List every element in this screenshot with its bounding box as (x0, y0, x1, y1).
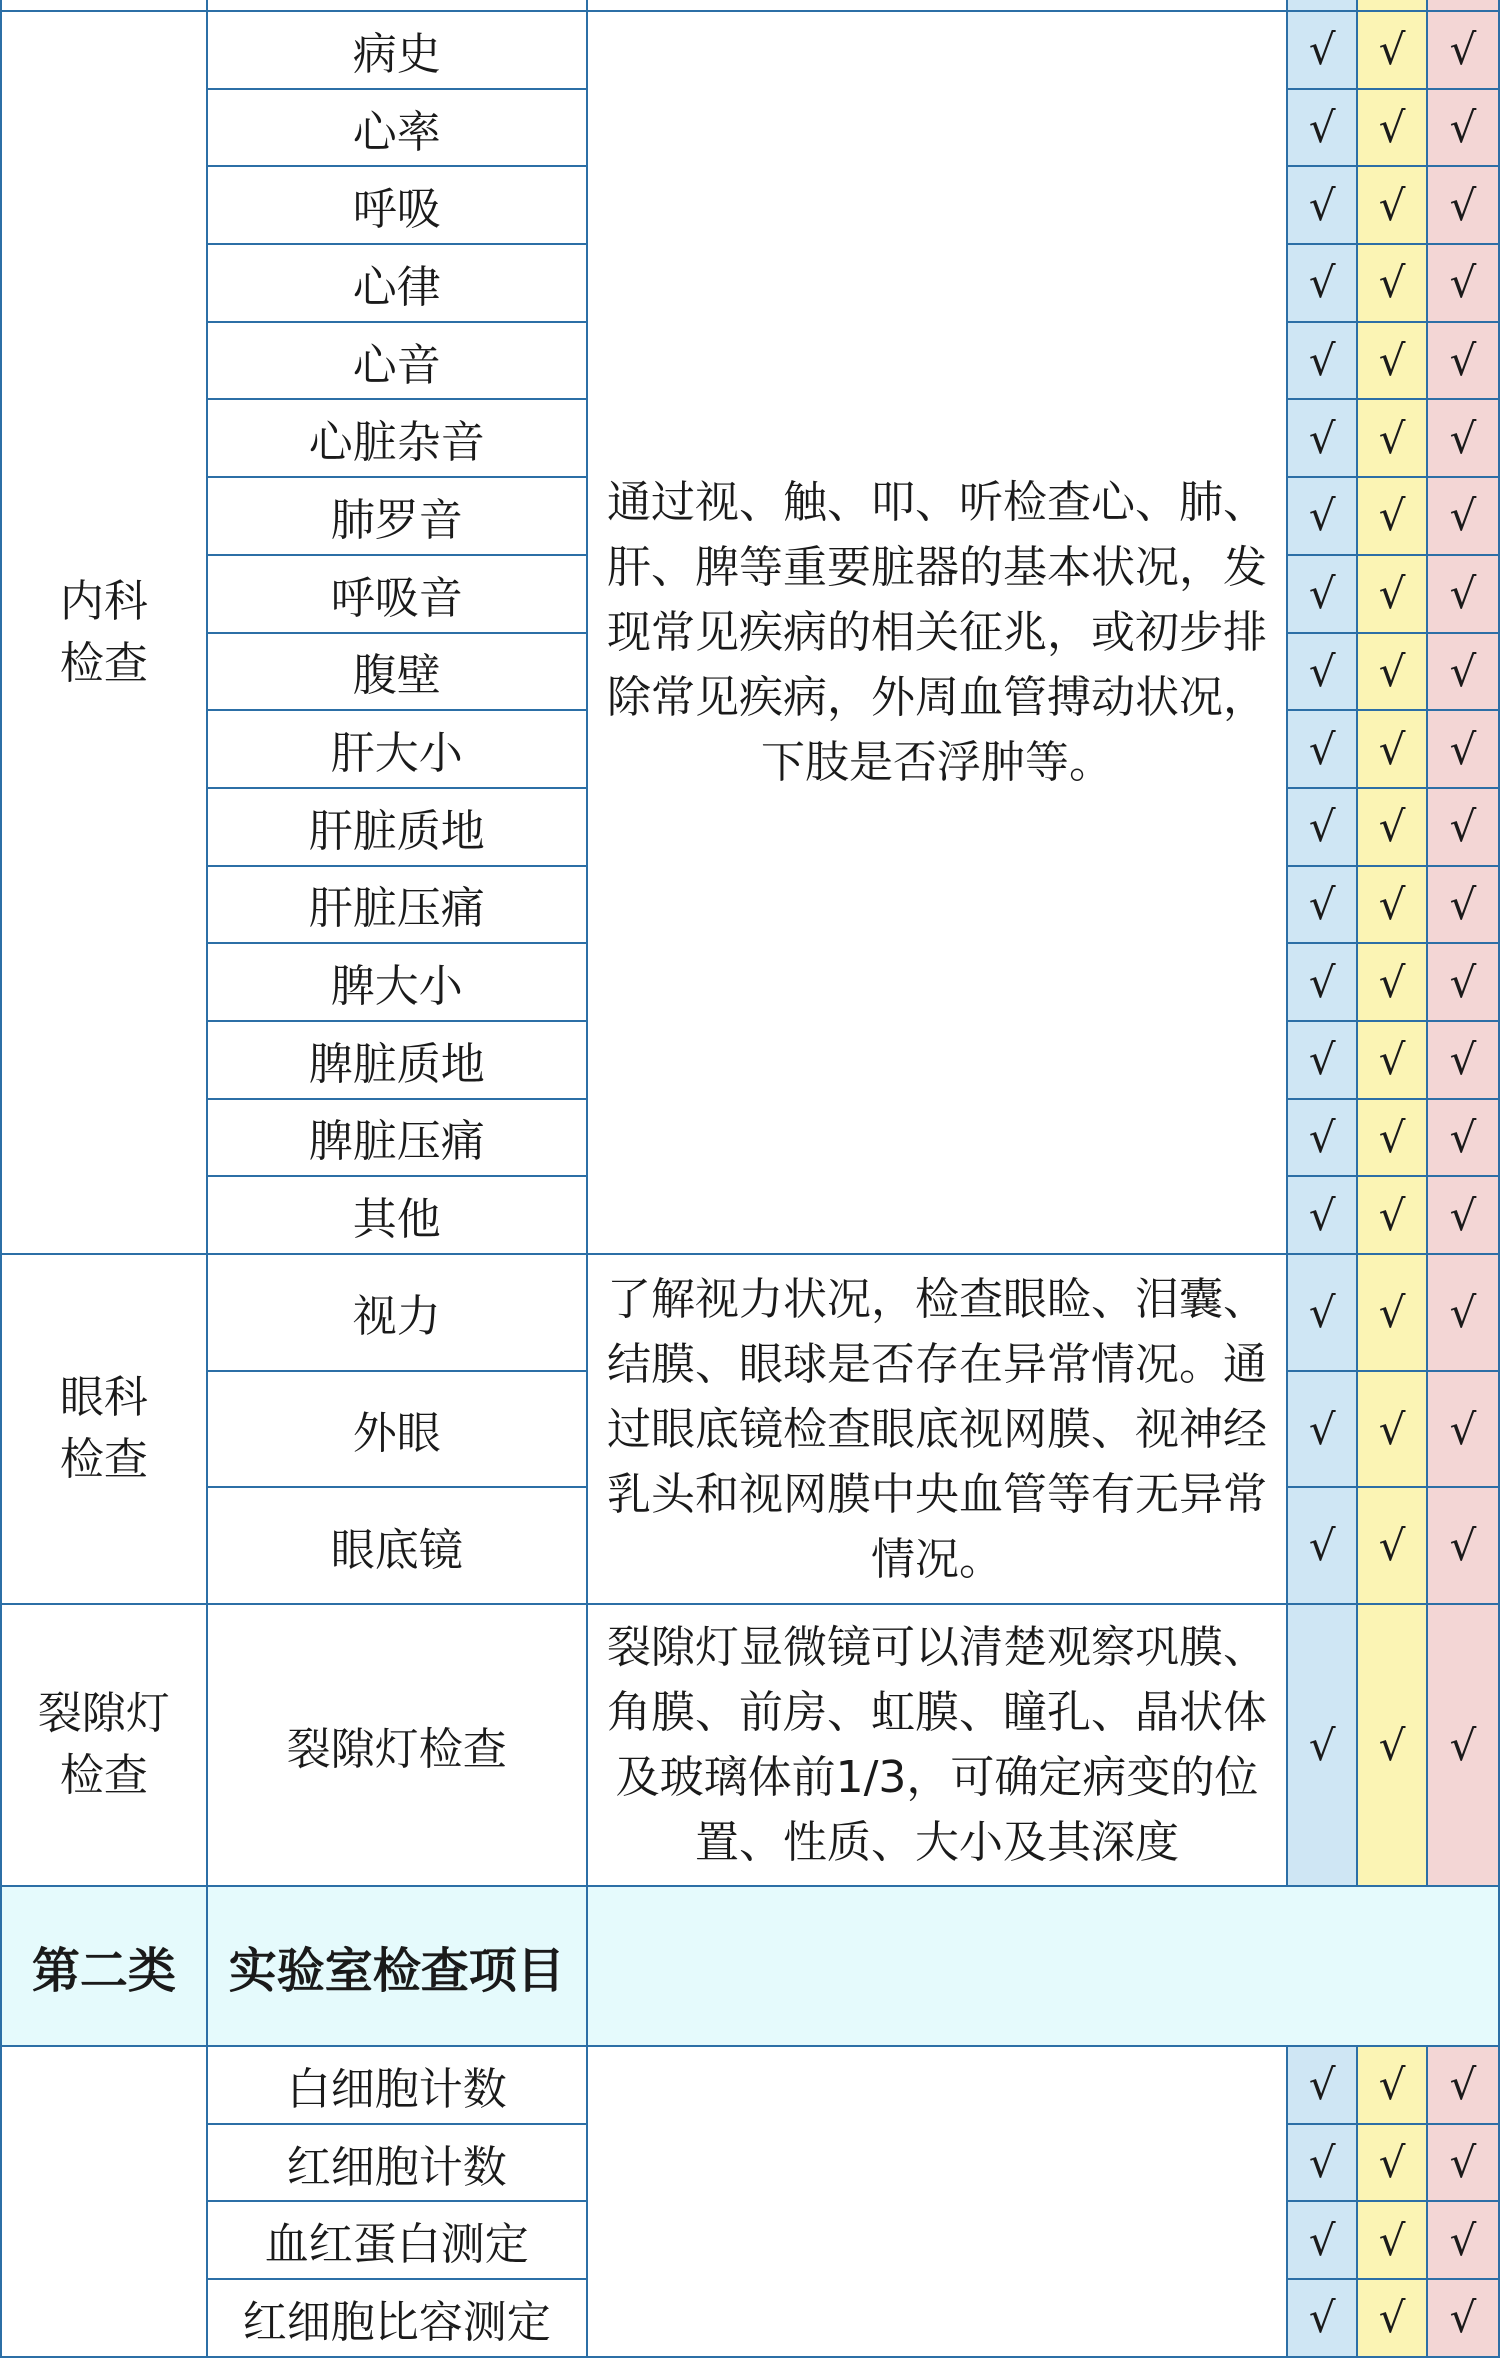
item-name: 白细胞计数 (207, 2046, 587, 2124)
check-mark-col1: √ (1287, 788, 1357, 866)
check-mark-col2: √ (1357, 399, 1427, 477)
check-mark-col3: √ (1427, 11, 1499, 89)
item-name: 呼吸 (207, 166, 587, 244)
check-mark-col2: √ (1357, 2201, 1427, 2279)
check-mark-col3: √ (1427, 788, 1499, 866)
check-mark-col3: √ (1427, 1371, 1499, 1488)
item-name: 腹壁 (207, 633, 587, 711)
item-name: 红细胞比容测定 (207, 2279, 587, 2357)
check-mark-col1: √ (1287, 943, 1357, 1021)
table-row (1, 2046, 1499, 2124)
item-name: 视力 (207, 1254, 587, 1371)
item-name: 呼吸音 (207, 555, 587, 633)
check-mark-col1: √ (1287, 2201, 1357, 2279)
item-name: 心脏杂音 (207, 399, 587, 477)
item-name: 病史 (207, 11, 587, 89)
item-name: 脾脏质地 (207, 1021, 587, 1099)
category-slit-lamp: 裂隙灯 检查 (1, 1604, 207, 1886)
check-mark-col1: √ (1287, 1254, 1357, 1371)
check-mark-col3: √ (1427, 2046, 1499, 2124)
check-mark-col1: √ (1287, 1604, 1357, 1886)
check-mark-col2: √ (1357, 866, 1427, 944)
check-mark-col1: √ (1287, 866, 1357, 944)
check-mark-col2: √ (1357, 710, 1427, 788)
check-mark-col1: √ (1287, 1099, 1357, 1177)
check-mark-col2: √ (1357, 89, 1427, 167)
check-mark-col2: √ (1357, 2279, 1427, 2357)
check-mark-col1: √ (1287, 2279, 1357, 2357)
item-name: 心率 (207, 89, 587, 167)
item-name: 脾脏压痛 (207, 1099, 587, 1177)
item-name: 肝大小 (207, 710, 587, 788)
section-title: 实验室检查项目 (207, 1886, 587, 2046)
check-mark-col1: √ (1287, 399, 1357, 477)
check-mark-col2: √ (1357, 1487, 1427, 1604)
check-mark-col1: √ (1287, 477, 1357, 555)
check-mark-col2: √ (1357, 244, 1427, 322)
check-mark-col3: √ (1427, 1099, 1499, 1177)
item-name: 脾大小 (207, 943, 587, 1021)
item-description-blank (587, 2046, 1288, 2357)
check-mark-col1: √ (1287, 244, 1357, 322)
item-name: 裂隙灯检查 (207, 1604, 587, 1886)
check-mark-col1: √ (1287, 710, 1357, 788)
check-mark-col1: √ (1287, 89, 1357, 167)
check-mark-col2: √ (1357, 322, 1427, 400)
check-mark-col3: √ (1427, 166, 1499, 244)
check-mark-col1: √ (1287, 1487, 1357, 1604)
check-mark-col3: √ (1427, 710, 1499, 788)
check-mark-col2: √ (1357, 633, 1427, 711)
check-mark-col3: √ (1427, 322, 1499, 400)
check-mark-col2: √ (1357, 477, 1427, 555)
check-mark-col1: √ (1287, 633, 1357, 711)
item-name: 肝脏压痛 (207, 866, 587, 944)
check-mark-col2: √ (1357, 1371, 1427, 1488)
check-mark-col1: √ (1287, 1371, 1357, 1488)
check-mark-col2: √ (1357, 11, 1427, 89)
item-name: 肝脏质地 (207, 788, 587, 866)
check-mark-col3: √ (1427, 399, 1499, 477)
check-mark-col3: √ (1427, 943, 1499, 1021)
section-header-row (1, 1886, 1499, 2046)
item-description: 裂隙灯显微镜可以清楚观察巩膜、角膜、前房、虹膜、瞳孔、晶状体及玻璃体前1/3，可确定病变的位置、性质、大小及其深度 (587, 1604, 1288, 1886)
check-mark-col3: √ (1427, 1604, 1499, 1886)
check-mark-col2: √ (1357, 788, 1427, 866)
check-mark-col2: √ (1357, 1099, 1427, 1177)
check-mark-col2: √ (1357, 1254, 1427, 1371)
table-body (1, 0, 1499, 2357)
table-row (1, 1254, 1499, 1371)
check-mark-col3: √ (1427, 2279, 1499, 2357)
check-mark-col3: √ (1427, 477, 1499, 555)
check-mark-col3: √ (1427, 1254, 1499, 1371)
item-name: 心音 (207, 322, 587, 400)
check-mark-col1: √ (1287, 555, 1357, 633)
check-mark-col1: √ (1287, 2046, 1357, 2124)
check-mark-col3: √ (1427, 1021, 1499, 1099)
check-mark-col1: √ (1287, 11, 1357, 89)
check-mark-col2: √ (1357, 2124, 1427, 2202)
category-lab-blank (1, 2046, 207, 2357)
item-name: 肺罗音 (207, 477, 587, 555)
check-mark-col3: √ (1427, 1487, 1499, 1604)
partial-top-row (1, 0, 1499, 11)
section-blank (587, 1886, 1499, 2046)
item-name: 心律 (207, 244, 587, 322)
item-name: 其他 (207, 1176, 587, 1254)
check-mark-col2: √ (1357, 166, 1427, 244)
check-mark-col2: √ (1357, 2046, 1427, 2124)
check-mark-col3: √ (1427, 89, 1499, 167)
item-description: 了解视力状况，检查眼睑、泪囊、结膜、眼球是否存在异常情况。通过眼底镜检查眼底视网膜、视神经乳头和视网膜中央血管等有无异常情况。 (587, 1254, 1288, 1604)
check-mark-col3: √ (1427, 866, 1499, 944)
check-mark-col3: √ (1427, 2201, 1499, 2279)
check-mark-col3: √ (1427, 244, 1499, 322)
category-internal-exam: 内科 检查 (1, 11, 207, 1254)
check-mark-col2: √ (1357, 1604, 1427, 1886)
check-mark-col1: √ (1287, 166, 1357, 244)
check-mark-col3: √ (1427, 555, 1499, 633)
check-mark-col2: √ (1357, 1021, 1427, 1099)
check-mark-col1: √ (1287, 2124, 1357, 2202)
check-mark-col3: √ (1427, 633, 1499, 711)
category-eye-exam: 眼科 检查 (1, 1254, 207, 1604)
check-mark-col1: √ (1287, 1176, 1357, 1254)
check-mark-col3: √ (1427, 2124, 1499, 2202)
item-name: 红细胞计数 (207, 2124, 587, 2202)
item-name: 血红蛋白测定 (207, 2201, 587, 2279)
check-mark-col2: √ (1357, 555, 1427, 633)
item-name: 眼底镜 (207, 1487, 587, 1604)
check-mark-col1: √ (1287, 322, 1357, 400)
check-mark-col2: √ (1357, 943, 1427, 1021)
table-row (1, 11, 1499, 89)
item-name: 外眼 (207, 1371, 587, 1488)
check-mark-col3: √ (1427, 1176, 1499, 1254)
check-mark-col2: √ (1357, 1176, 1427, 1254)
check-mark-col1: √ (1287, 1021, 1357, 1099)
table-row (1, 1604, 1499, 1886)
section-label: 第二类 (1, 1886, 207, 2046)
item-description: 通过视、触、叩、听检查心、肺、肝、脾等重要脏器的基本状况，发现常见疾病的相关征兆，或初步排除常见疾病，外周血管搏动状况，下肢是否浮肿等。 (587, 11, 1288, 1254)
